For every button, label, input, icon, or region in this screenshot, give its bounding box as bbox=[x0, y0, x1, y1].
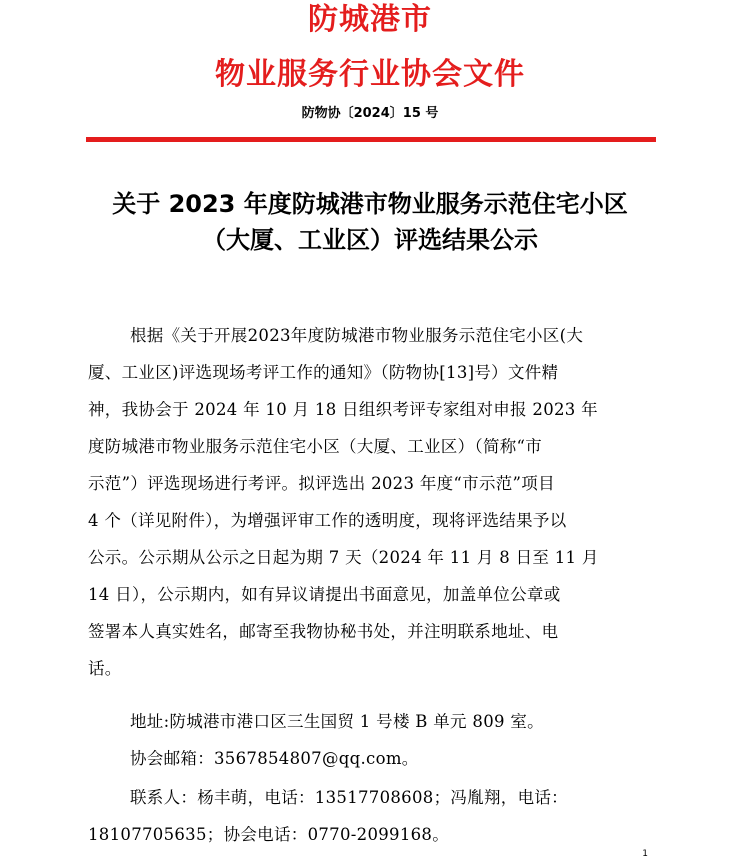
body-line-2: 厦、工业区)评选现场考评工作的通知》（防物协[13]号）文件精 bbox=[88, 363, 559, 382]
body-line-7: 公示。公示期从公示之日起为期 7 天（2024 年 11 月 8 日至 11 月 bbox=[88, 548, 599, 567]
document-title-line1: 关于 2023 年度防城港市物业服务示范住宅小区 bbox=[112, 190, 628, 218]
contact-persons-line1: 联系人：杨丰萌，电话：13517708608；冯胤翔，电话： bbox=[130, 788, 568, 807]
document-number: 防物协〔2024〕15 号 bbox=[301, 106, 439, 121]
body-line-1: 根据《关于开展2023年度防城港市物业服务示范住宅小区(大 bbox=[130, 326, 584, 345]
contact-address: 地址:防城港市港口区三生国贸 1 号楼 B 单元 809 室。 bbox=[130, 712, 544, 731]
body-line-3: 神，我协会于 2024 年 10 月 18 日组织考评专家组对申报 2023 年 bbox=[88, 400, 598, 419]
contact-persons-line2: 18107705635；协会电话：0770-2099168。 bbox=[88, 825, 450, 844]
issuer-name-line2: 物业服务行业协会文件 bbox=[215, 57, 525, 92]
page-number: 1 bbox=[642, 849, 648, 859]
body-line-9: 签署本人真实姓名，邮寄至我物协秘书处，并注明联系地址、电 bbox=[88, 622, 559, 641]
issuer-name-line1: 防城港市 bbox=[308, 2, 432, 37]
body-line-4: 度防城港市物业服务示范住宅小区（大厦、工业区）（简称“市 bbox=[88, 437, 543, 456]
body-line-5: 示范”）评选现场进行考评。拟评选出 2023 年度“市示范”项目 bbox=[88, 474, 555, 493]
body-line-8: 14 日），公示期内，如有异议请提出书面意见，加盖单位公章或 bbox=[88, 585, 561, 604]
red-divider-rule bbox=[86, 137, 656, 142]
body-line-10: 话。 bbox=[88, 659, 122, 678]
document-title-line2: （大厦、工业区）评选结果公示 bbox=[202, 226, 538, 254]
body-line-6: 4 个（详见附件），为增强评审工作的透明度，现将评选结果予以 bbox=[88, 511, 567, 530]
contact-email: 协会邮箱：3567854807@qq.com。 bbox=[130, 749, 419, 768]
